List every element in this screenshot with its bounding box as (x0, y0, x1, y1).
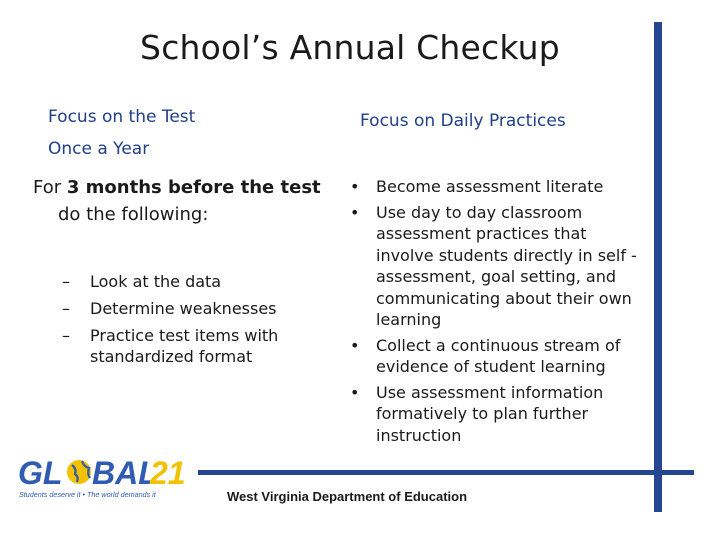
bullet-marker: • (350, 335, 360, 355)
left-intro-text (33, 174, 333, 228)
left-column-heading (48, 101, 195, 165)
dash-marker: – (62, 272, 70, 291)
footer-text: West Virginia Department of Education (226, 489, 468, 504)
list-item-text: Look at the data (90, 272, 222, 291)
globe-icon (67, 460, 91, 484)
list-item (62, 268, 312, 295)
bullet-marker: • (350, 177, 360, 196)
horizontal-accent-bar (198, 470, 694, 475)
list-item (348, 382, 640, 447)
intro-prefix: For (33, 177, 67, 198)
right-bullet-list (348, 176, 640, 450)
vertical-accent-bar (654, 22, 662, 512)
left-heading-line-2: Once a Year (48, 139, 150, 159)
dash-marker: – (62, 299, 70, 318)
list-item-text-continued: standardized format (90, 347, 253, 366)
left-heading-line-1: Focus on the Test (48, 107, 196, 127)
intro-bold-phrase: 3 months before the test (66, 177, 321, 198)
list-item-text: Collect a continuous stream of evidence of student learning (376, 335, 621, 376)
list-item-text: Become assessment literate (376, 177, 604, 196)
list-item-text: Use day to day classroom assessment practices that involve students directly in self -assessment, goal setting, and communicating about their own learning (376, 202, 637, 329)
list-item (348, 176, 640, 198)
right-column-heading: Focus on Daily Practices (360, 111, 566, 131)
left-dash-list (62, 268, 312, 368)
list-item (348, 335, 640, 378)
slide-title: School’s Annual Checkup (140, 28, 560, 67)
list-item-text: Practice test items with (90, 326, 279, 345)
bullet-marker: • (350, 382, 360, 402)
dash-marker: – (62, 326, 70, 345)
list-item-text: Determine weaknesses (90, 299, 277, 318)
list-item (62, 295, 312, 322)
logo-text-bal: BAL (92, 455, 158, 491)
list-item (348, 202, 640, 331)
logo-tagline: Students deserve it • The world demands it (19, 490, 156, 499)
list-item (62, 322, 312, 368)
list-item-text: Use assessment information formatively to plan further instruction (376, 382, 604, 445)
logo-text-21: 21 (150, 455, 186, 491)
intro-line-2: do the following: (58, 204, 209, 225)
logo-text-gl: GL (18, 455, 63, 491)
bullet-marker: • (350, 202, 360, 222)
